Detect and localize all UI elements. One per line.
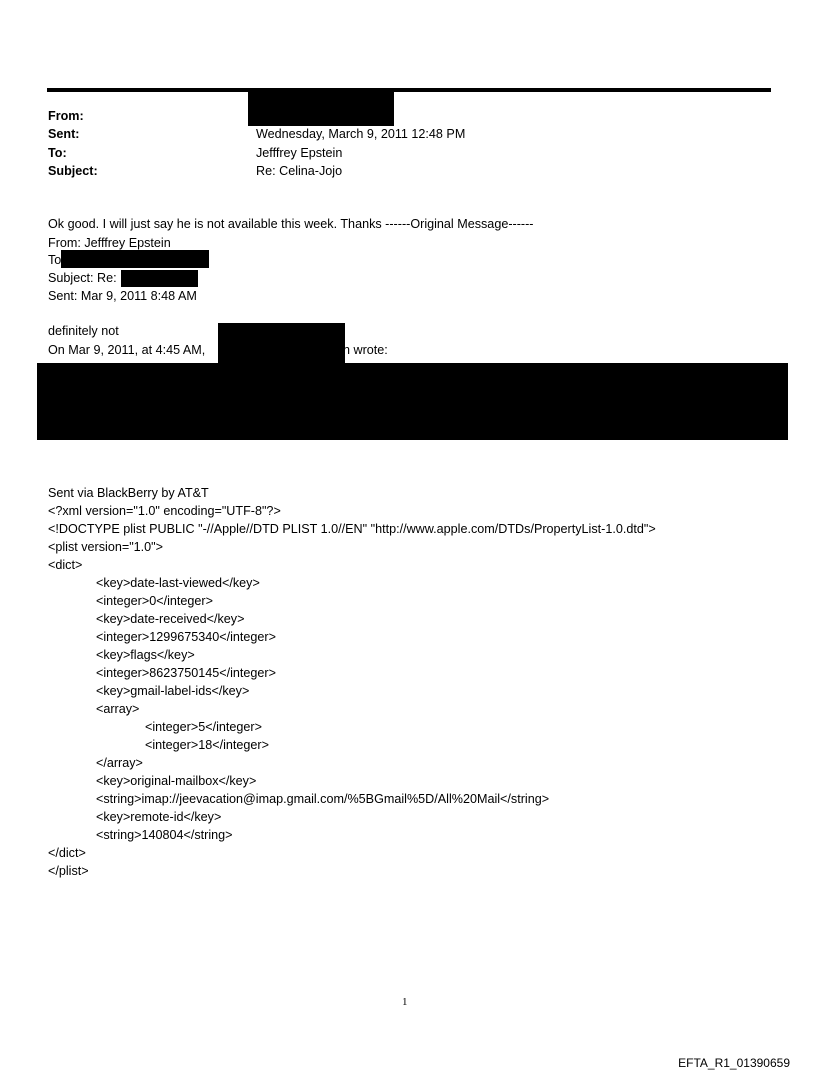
on-wrote-prefix: On Mar 9, 2011, at 4:45 AM,: [48, 343, 206, 357]
plist-line: <integer>18</integer>: [145, 738, 269, 752]
sent-value: Wednesday, March 9, 2011 12:48 PM: [256, 127, 466, 141]
plist-line: <string>imap://jeevacation@imap.gmail.com/%5BGmail%5D/All%20Mail</string>: [96, 792, 550, 806]
plist-line: <integer>5</integer>: [145, 720, 262, 734]
plist-line: </dict>: [48, 846, 86, 860]
plist-line: <key>original-mailbox</key>: [96, 774, 257, 788]
plist-line: <string>140804</string>: [96, 828, 233, 842]
plist-line: <plist version="1.0">: [48, 540, 164, 554]
sent-label: Sent:: [48, 127, 80, 141]
orig-from: From: Jefffrey Epstein: [48, 236, 171, 250]
orig-to: To: [48, 253, 62, 267]
plist-line: <array>: [96, 702, 140, 716]
header-rule: [47, 88, 771, 92]
plist-line: <!DOCTYPE plist PUBLIC "-//Apple//DTD PLIST 1.0//EN" "http://www.apple.com/DTDs/PropertyList-1.0.dtd">: [48, 522, 656, 536]
from-label: From:: [48, 109, 84, 123]
redaction-to: [61, 250, 209, 268]
orig-subject: Subject: Re:: [48, 271, 117, 285]
subject-label: Subject:: [48, 164, 98, 178]
plist-line: <key>gmail-label-ids</key>: [96, 684, 250, 698]
bates-number: EFTA_R1_01390659: [678, 1056, 790, 1070]
plist-line: <integer>0</integer>: [96, 594, 213, 608]
on-wrote-suffix: n wrote:: [343, 343, 388, 357]
subject-value: Re: Celina-Jojo: [256, 164, 343, 178]
reply-definitely-not: definitely not: [48, 324, 119, 338]
signature: Sent via BlackBerry by AT&T: [48, 486, 209, 500]
plist-line: <?xml version="1.0" encoding="UTF-8"?>: [48, 504, 281, 518]
plist-line: <key>date-received</key>: [96, 612, 245, 626]
plist-line: <integer>8623750145</integer>: [96, 666, 276, 680]
plist-line: </array>: [96, 756, 143, 770]
redaction-quoted-message: [37, 363, 788, 440]
plist-line: </plist>: [48, 864, 89, 878]
plist-line: <integer>1299675340</integer>: [96, 630, 276, 644]
plist-line: <key>remote-id</key>: [96, 810, 222, 824]
plist-line: <dict>: [48, 558, 83, 572]
plist-line: <key>flags</key>: [96, 648, 195, 662]
page-number: 1: [402, 996, 408, 1008]
reply-text: Ok good. I will just say he is not available this week. Thanks ------Original Message------: [48, 217, 534, 231]
redaction-from: [248, 90, 394, 126]
plist-line: <key>date-last-viewed</key>: [96, 576, 260, 590]
to-value: Jefffrey Epstein: [256, 146, 343, 160]
to-label: To:: [48, 146, 67, 160]
redaction-sender: [218, 323, 345, 363]
orig-sent: Sent: Mar 9, 2011 8:48 AM: [48, 289, 197, 303]
redaction-subject: [121, 270, 198, 287]
